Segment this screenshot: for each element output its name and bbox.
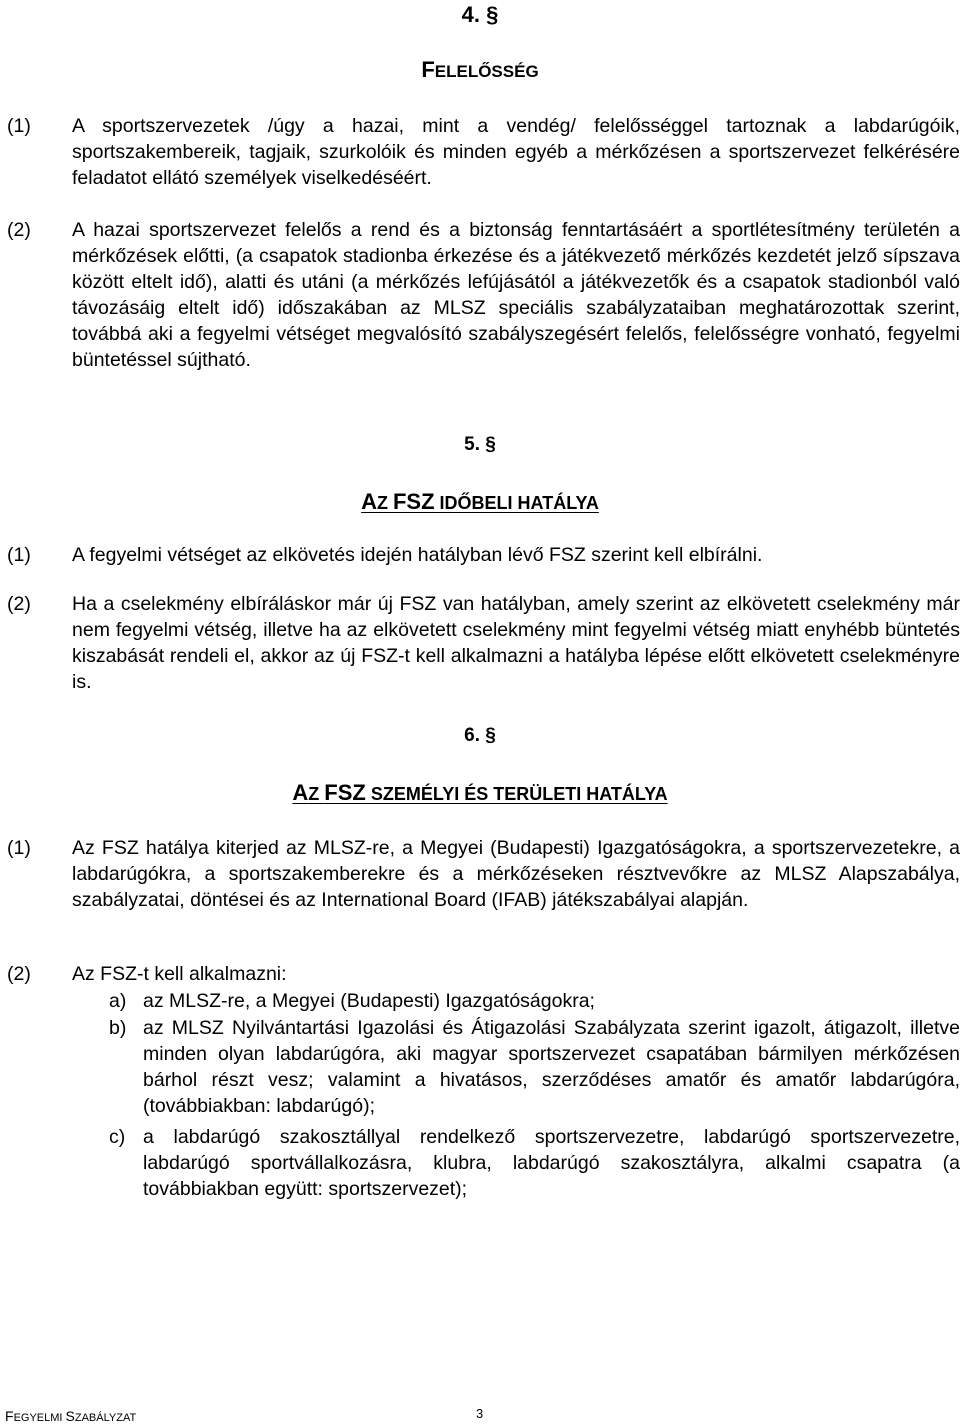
paragraph-number: (2) xyxy=(7,593,31,615)
section-6-paragraph-2 xyxy=(7,961,960,989)
paragraph-text: Az FSZ-t kell alkalmazni: xyxy=(72,963,287,985)
paragraph-number: (1) xyxy=(7,837,31,859)
section-5-title-b: Z xyxy=(376,493,393,513)
footer-title-s: S xyxy=(65,1408,75,1424)
paragraph-text: A sportszervezetek /úgy a hazai, mint a vendég/ felelősséggel tartoznak a labdarúgóik, sportszakembereik, tagjaik, szurkolóik és minden egyéb a mérkőzésen a sportszervezet felkérésére feladatot ellátó személyek viselkedéséért. xyxy=(72,115,960,189)
section-5-title xyxy=(0,489,960,515)
section-5-paragraph-2 xyxy=(7,591,960,697)
list-item-label: b) xyxy=(109,1017,127,1039)
paragraph-number: (1) xyxy=(7,544,31,566)
section-6-title-underlined xyxy=(292,780,668,805)
section-6-number: 6. § xyxy=(464,725,496,746)
section-5-title-rest: IDŐBELI HATÁLYA xyxy=(434,493,599,513)
section-6-paragraph-1 xyxy=(7,835,960,941)
footer-title-rest1: EGYELMI xyxy=(13,1412,66,1424)
section-4-title-rest: ELELŐSSÉG xyxy=(434,62,539,81)
footer-title-f: F xyxy=(5,1408,14,1424)
list-item-b xyxy=(109,1015,960,1121)
section-4-paragraph-1 xyxy=(7,113,960,193)
section-4-paragraph-2 xyxy=(7,217,960,427)
footer-title-rest2: ZABÁLYZAT xyxy=(74,1412,137,1424)
section-6-title-rest: SZEMÉLYI ÉS TERÜLETI HATÁLYA xyxy=(365,784,668,804)
footer-page-number: 3 xyxy=(476,1406,484,1421)
section-4-title-initial: F xyxy=(421,57,435,82)
paragraph-text: A hazai sportszervezet felelős a rend és a biztonság fenntartásáért a sportlétesítmény területén a mérkőzések előtti, (a csapatok stadionba érkezése és a játékvezető mérkőzés kezdetét jelző sípszava között eltelt idő), alatti és utáni (a mérkőzés lefújásától a játékvezetők és a csapatok stadionból való távozásáig eltelt idő) időszakában az MLSZ speciális szabályzataiban meghatározottak szerint, továbbá aki a fegyelmi vétséget megvalósító szabályszegésért felelős, felelősségre vonható, fegyelmi büntetéssel sújtható. xyxy=(72,219,960,371)
list-item-text: az MLSZ Nyilvántartási Igazolási és Átigazolási Szabályzata szerint igazolt, átigazolt, illetve minden olyan labdarúgóra, aki magyar sportszervezet csapatában bármilyen mérkőzésen bárhol részt vesz; valamint a hivatásos, szerződéses amatőr és amatőr labdarúgóra, (továbbiakban: labdarúgó); xyxy=(143,1017,960,1117)
paragraph-number: (2) xyxy=(7,219,31,241)
list-item-text: a labdarúgó szakosztállyal rendelkező sportszervezetre, labdarúgó sportszervezetre, labdarúgó sportvállalkozásra, klubra, labdarúgó szakosztályra, alkalmi csapatra (a továbbiakban együtt: sportszervezet); xyxy=(143,1126,960,1200)
section-5-number: 5. § xyxy=(464,434,496,455)
section-4-number: 4. § xyxy=(461,2,499,27)
section-5-title-fsz: FSZ xyxy=(392,489,435,514)
section-6-title-fsz: FSZ xyxy=(324,780,366,805)
paragraph-text: Ha a cselekmény elbíráláskor már új FSZ van hatályban, amely szerint az elkövetett cselekmény már nem fegyelmi vétség, illetve ha az elkövetett cselekmény mint fegyelmi vétség miatt enyhébb büntetés kiszabását rendeli el, akkor az új FSZ-t kell alkalmazni a hatályba lépése előtt elkövetett cselekményre is. xyxy=(72,593,960,693)
section-6-title xyxy=(0,780,960,806)
section-4-title xyxy=(0,57,960,83)
section-6-title-b: Z xyxy=(308,784,325,804)
list-item-label: a) xyxy=(109,990,127,1012)
footer-document-title xyxy=(5,1408,136,1424)
list-item-text: az MLSZ-re, a Megyei (Budapesti) Igazgatóságokra; xyxy=(143,990,595,1012)
list-item-a xyxy=(109,988,960,1016)
section-6-title-a: A xyxy=(292,780,309,805)
paragraph-text: A fegyelmi vétséget az elkövetés idején hatályban lévő FSZ szerint kell elbírálni. xyxy=(72,544,763,566)
paragraph-number: (1) xyxy=(7,115,31,137)
section-5-title-underlined xyxy=(361,489,599,514)
section-5-title-a: A xyxy=(361,489,377,514)
list-item-c xyxy=(109,1124,960,1204)
list-item-label: c) xyxy=(109,1126,126,1148)
paragraph-number: (2) xyxy=(7,963,31,985)
paragraph-text: Az FSZ hatálya kiterjed az MLSZ-re, a Megyei (Budapesti) Igazgatóságokra, a sportszervezetekre, a labdarúgókra, a sportszakemberekre és a mérkőzéseken résztvevőkre az MLSZ Alapszabálya, szabályzatai, döntései és az International Board (IFAB) játékszabályai alapján. xyxy=(72,837,960,911)
section-5-paragraph-1 xyxy=(7,542,960,570)
